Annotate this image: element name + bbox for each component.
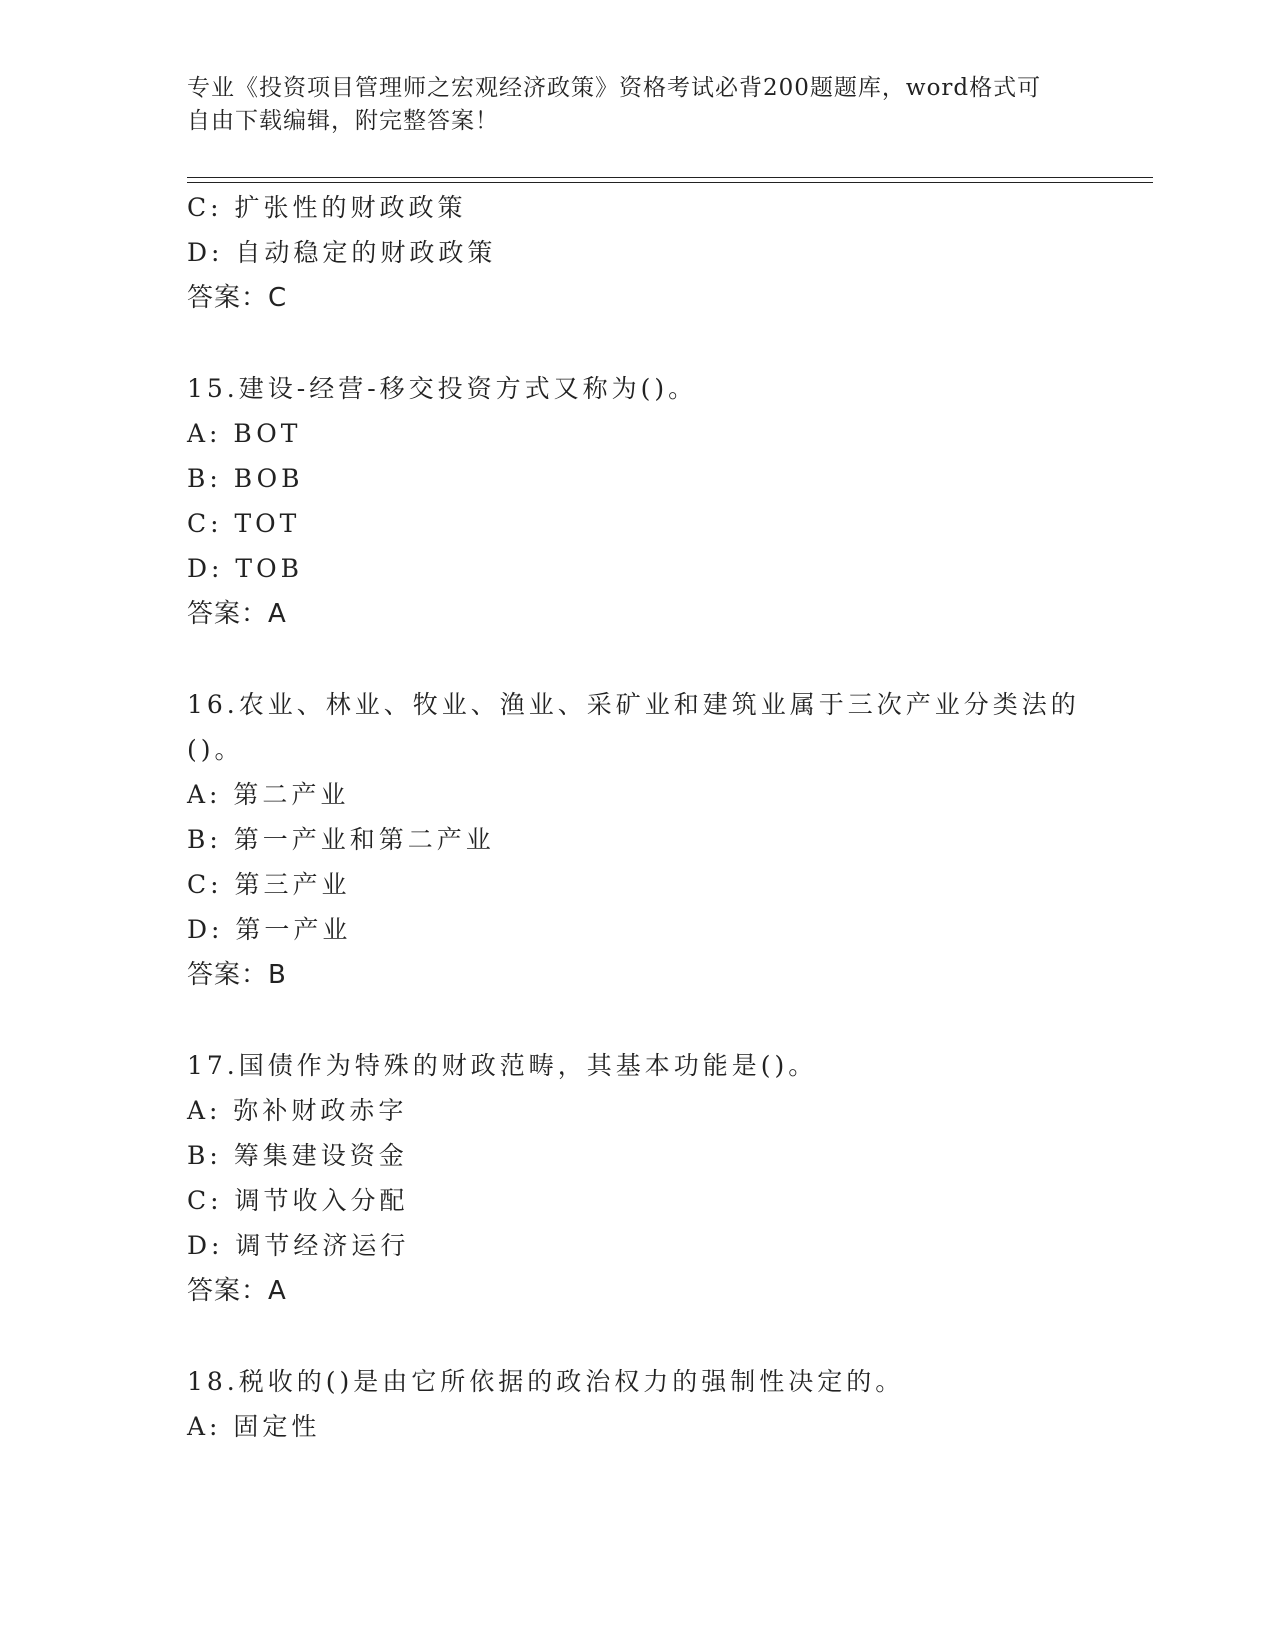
header-divider-top [187, 177, 1153, 178]
q15-option-a: A: BOT [187, 419, 302, 448]
header-title-line-2: 自由下载编辑，附完整答案！ [187, 108, 499, 134]
header-title-line-1: 专业《投资项目管理师之宏观经济政策》资格考试必背200题题库，word格式可 [187, 75, 1042, 101]
q16-stem-line-2: ()。 [187, 735, 244, 764]
q16-stem-line-1: 16.农业、林业、牧业、渔业、采矿业和建筑业属于三次产业分类法的 [187, 690, 1080, 719]
document-header [187, 72, 1087, 138]
q16-option-a: A: 第二产业 [187, 780, 350, 809]
q16-option-c: C: 第三产业 [187, 870, 351, 899]
q17-stem: 17.国债作为特殊的财政范畴，其基本功能是()。 [187, 1051, 818, 1080]
header-divider-bottom [187, 182, 1153, 183]
q17-option-c: C: 调节收入分配 [187, 1186, 409, 1215]
q16-answer: 答案：B [187, 960, 287, 990]
prev-option-d: D: 自动稳定的财政政策 [187, 238, 497, 267]
q15-option-c: C: TOT [187, 509, 301, 538]
q18-option-a: A: 固定性 [187, 1412, 321, 1441]
q15-option-d: D: TOB [187, 554, 303, 583]
prev-option-c: C: 扩张性的财政政策 [187, 193, 467, 222]
q15-answer: 答案：A [187, 599, 287, 629]
q18-stem: 18.税收的()是由它所依据的政治权力的强制性决定的。 [187, 1367, 905, 1396]
q15-stem: 15.建设-经营-移交投资方式又称为()。 [187, 374, 698, 403]
q16-option-b: B: 第一产业和第二产业 [187, 825, 495, 854]
q17-option-b: B: 筹集建设资金 [187, 1141, 408, 1170]
q16-option-d: D: 第一产业 [187, 915, 352, 944]
q17-option-d: D: 调节经济运行 [187, 1231, 410, 1260]
q17-option-a: A: 弥补财政赤字 [187, 1096, 408, 1125]
prev-answer: 答案：C [187, 283, 288, 313]
q15-option-b: B: BOB [187, 464, 304, 493]
q17-answer: 答案：A [187, 1276, 287, 1306]
